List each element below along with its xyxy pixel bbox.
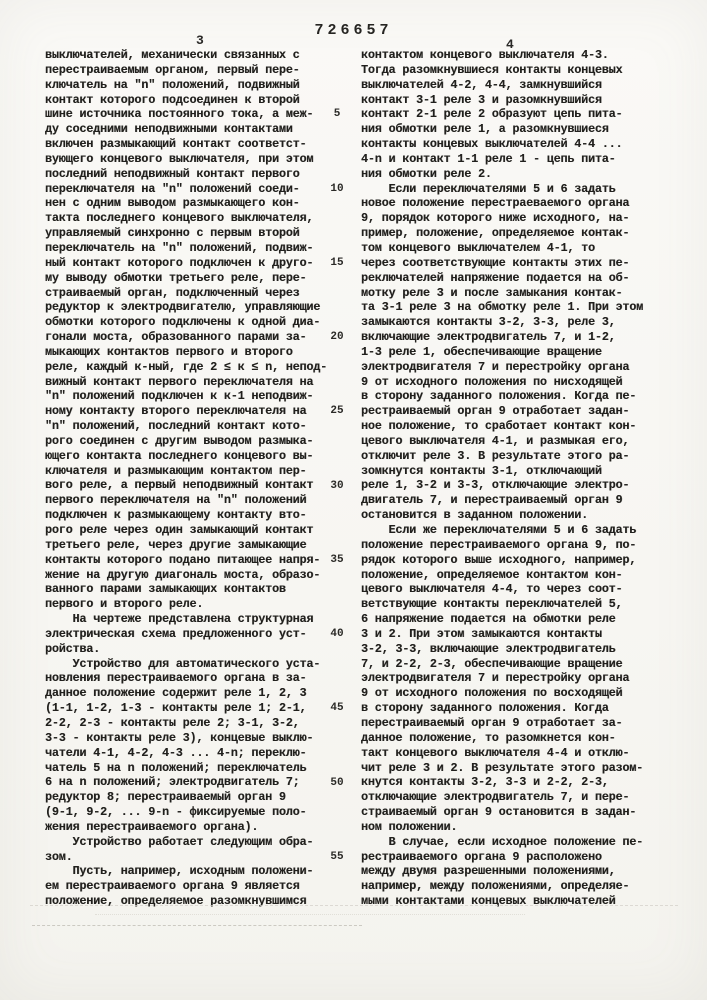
text-line: двигатель 7, и перестраиваемый орган 9 bbox=[361, 493, 623, 508]
text-line: положение, определяемое разомкнувшимся bbox=[45, 894, 307, 909]
text-line: остановится в заданном положении. bbox=[361, 508, 589, 523]
text-line: 9, порядок которого ниже исходного, на- bbox=[361, 211, 630, 226]
text-line: контакт 2-1 реле 2 образуют цепь пита- bbox=[361, 107, 623, 122]
text-line: страиваемый орган, подключенный через bbox=[45, 285, 300, 300]
text-line: мыми контактами концевых выключателей bbox=[361, 894, 616, 909]
text-line: та 3-1 реле 3 на обмотку реле 1. При этом bbox=[361, 300, 644, 315]
line-number: 30 bbox=[330, 479, 344, 492]
text-line: данное положение содержит реле 1, 2, 3 bbox=[45, 686, 307, 701]
text-line: 3 и 2. При этом замыкаются контакты bbox=[361, 626, 602, 641]
page-number-left: 3 bbox=[196, 33, 204, 48]
line-number: 55 bbox=[330, 850, 344, 863]
line-number: 15 bbox=[330, 256, 344, 269]
text-line: такта последнего концевого выключателя, bbox=[45, 211, 314, 226]
text-line: контакт которого подсоединен к второй bbox=[45, 92, 300, 107]
text-line: отключающие электродвигатель 7, и пере- bbox=[361, 790, 630, 805]
text-line: переключатель на "n" положений, подвиж- bbox=[45, 240, 314, 255]
text-line: вижный контакт первого переключателя на bbox=[45, 374, 314, 389]
text-line: отключит реле 3. В результате этого ра- bbox=[361, 448, 630, 463]
text-line: 1-3 реле 1, обеспечивающие вращение bbox=[361, 344, 602, 359]
text-line: пример, положение, определяемое контак- bbox=[361, 226, 630, 241]
text-line: данное положение, то разомкнется кон- bbox=[361, 730, 616, 745]
text-line: ройства. bbox=[45, 641, 101, 656]
text-line: замыкаются контакты 3-2, 3-3, реле 3, bbox=[361, 315, 616, 330]
text-line: положение, определяемое контактом кон- bbox=[361, 567, 623, 582]
text-line: ветствующие контакты переключателей 5, bbox=[361, 597, 623, 612]
line-number: 10 bbox=[330, 182, 344, 195]
text-line: жение на другую диагональ моста, образо- bbox=[45, 567, 321, 582]
text-line: третьего реле, через другие замыкающие bbox=[45, 537, 307, 552]
text-line: 6 напряжение подается на обмотки реле bbox=[361, 612, 616, 627]
text-line: ванного парами замыкающих контактов bbox=[45, 582, 286, 597]
text-line: зомкнутся контакты 3-1, отключающий bbox=[361, 463, 602, 478]
text-line: ющего контакта последнего концевого вы- bbox=[45, 448, 314, 463]
text-line: первого переключателя на "n" положений bbox=[45, 493, 307, 508]
text-column-right bbox=[361, 48, 661, 909]
text-line: новое положение перестраеваемого органа bbox=[361, 196, 630, 211]
line-number: 25 bbox=[330, 405, 344, 418]
text-line: управляемый синхронно с первым второй bbox=[45, 226, 300, 241]
text-line: редуктор 8; перестраиваемый орган 9 bbox=[45, 790, 286, 805]
text-line: "n" положений, последний контакт кото- bbox=[45, 419, 307, 434]
text-line: обмотки которого подключены к одной диа- bbox=[45, 315, 321, 330]
scan-artifact-line bbox=[30, 905, 678, 906]
text-line: 9 от исходного положения по нисходящей bbox=[361, 374, 623, 389]
text-line: Тогда разомкнувшиеся контакты концевых bbox=[361, 62, 623, 77]
text-line: 2-2, 2-3 - контакты реле 2; 3-1, 3-2, bbox=[45, 715, 300, 730]
text-line: контакты концевых выключателей 4-4 ... bbox=[361, 137, 623, 152]
text-line: Если переключателями 5 и 6 задать bbox=[361, 181, 616, 196]
text-line: подключен к размыкающему контакту вто- bbox=[45, 508, 307, 523]
text-line: На чертеже представлена структурная bbox=[45, 612, 314, 627]
text-line: 4-n и контакт 1-1 реле 1 - цепь пита- bbox=[361, 151, 616, 166]
text-line: чатели 4-1, 4-2, 4-3 ... 4-n; переклю- bbox=[45, 745, 307, 760]
text-line: ния обмотки реле 1, а разомкнувшиеся bbox=[361, 122, 609, 137]
text-line: рестраиваемого органа 9 расположено bbox=[361, 849, 602, 864]
text-line: электрическая схема предложенного уст- bbox=[45, 626, 307, 641]
text-line: первого и второго реле. bbox=[45, 597, 204, 612]
text-line: чит реле 3 и 2. В результате этого разом- bbox=[361, 760, 644, 775]
text-line: включающие электродвигатель 7, и 1-2, bbox=[361, 330, 616, 345]
text-line: мотку реле 3 и после замыкания контак- bbox=[361, 285, 623, 300]
text-line: ем перестраиваемого органа 9 является bbox=[45, 879, 300, 894]
text-line: том концевого выключателем 4-1, то bbox=[361, 240, 595, 255]
text-line: Если же переключателями 5 и 6 задать bbox=[361, 523, 637, 537]
text-line: рого соединен с другим выводом размыка- bbox=[45, 433, 314, 448]
text-line: чатель 5 на n положений; переключатель bbox=[45, 760, 307, 775]
text-line: ду соседними неподвижными контактами bbox=[45, 122, 293, 137]
text-line: в сторону заданного положения. Когда пе- bbox=[361, 389, 637, 404]
text-line: му выводу обмотки третьего реле, пере- bbox=[45, 270, 307, 285]
line-number-gutter bbox=[326, 48, 348, 928]
text-line: контакт 3-1 реле 3 и разомкнувшийся bbox=[361, 92, 602, 107]
text-line: через соответствующие контакты этих пе- bbox=[361, 255, 630, 270]
text-line: (9-1, 9-2, ... 9-n - фиксируемые поло- bbox=[45, 805, 307, 820]
text-line: перестраиваемым органом, первый пере- bbox=[45, 62, 300, 77]
text-line: кнутся контакты 3-2, 3-3 и 2-2, 2-3, bbox=[361, 775, 609, 790]
text-line: В случае, если исходное положение пе- bbox=[361, 834, 644, 849]
text-line: ния обмотки реле 2. bbox=[361, 166, 492, 181]
text-line: страиваемый орган 9 остановится в задан- bbox=[361, 805, 637, 820]
line-number: 40 bbox=[330, 628, 344, 641]
line-number: 45 bbox=[330, 702, 344, 715]
text-line: последний неподвижный контакт первого bbox=[45, 166, 300, 181]
text-line: реле, каждый к-ный, где 2 ≤ к ≤ n, непод- bbox=[45, 359, 328, 374]
scan-artifact-line bbox=[32, 925, 362, 926]
text-line: такт концевого выключателя 4-4 и отклю- bbox=[361, 745, 630, 760]
page-number-right: 4 bbox=[506, 37, 514, 52]
text-line: Устройство для автоматического уста- bbox=[45, 656, 321, 671]
text-line: выключателей, механически связанных с bbox=[45, 48, 300, 62]
text-line: жения перестраиваемого органа). bbox=[45, 819, 259, 834]
text-line: новления перестраиваемого органа в за- bbox=[45, 671, 307, 686]
text-line: вующего концевого выключателя, при этом bbox=[45, 151, 314, 166]
line-number: 5 bbox=[333, 108, 341, 121]
text-line: включен размыкающий контакт соответст- bbox=[45, 137, 307, 152]
text-line: зом. bbox=[45, 849, 73, 864]
text-line: нен с одним выводом размыкающего кон- bbox=[45, 196, 300, 211]
text-line: цевого выключателя 4-4, то через соот- bbox=[361, 582, 623, 597]
text-line: шине источника постоянного тока, а меж- bbox=[45, 107, 314, 122]
text-line: рестраиваемый орган 9 отработает задан- bbox=[361, 404, 630, 419]
text-line: 9 от исходного положения по восходящей bbox=[361, 686, 623, 701]
text-line: реключателей напряжение подается на об- bbox=[361, 270, 630, 285]
text-line: ному контакту второго переключателя на bbox=[45, 404, 307, 419]
text-line: 7, и 2-2, 2-3, обеспечивающие вращение bbox=[361, 656, 623, 671]
text-line: электродвигателя 7 и перестройку органа bbox=[361, 671, 630, 686]
text-line: ключателя и размыкающим контактом пер- bbox=[45, 463, 307, 478]
text-line: в сторону заданного положения. Когда bbox=[361, 701, 609, 716]
text-line: "n" положений подключен к к-1 неподвиж- bbox=[45, 389, 314, 404]
scan-artifact-line bbox=[95, 914, 525, 915]
text-line: рого реле через один замыкающий контакт bbox=[45, 523, 314, 537]
text-line: мыкающих контактов первого и второго bbox=[45, 344, 293, 359]
text-line: выключателей 4-2, 4-4, замкнувшийся bbox=[361, 77, 602, 92]
text-line: цевого выключателя 4-1, и размыкая его, bbox=[361, 433, 630, 448]
text-line: например, между положениями, определяе- bbox=[361, 879, 630, 894]
line-number: 50 bbox=[330, 776, 344, 789]
text-line: перестраиваемый орган 9 отработает за- bbox=[361, 715, 623, 730]
text-line: ном положении. bbox=[361, 819, 458, 834]
text-line: контактом концевого выключателя 4-3. bbox=[361, 48, 609, 62]
text-line: редуктор к электродвигателю, управляющие bbox=[45, 300, 321, 315]
text-line: между двумя разрешенными положениями, bbox=[361, 864, 616, 879]
text-line: гонали моста, образованного парами за- bbox=[45, 330, 307, 345]
text-line: ключатель на "n" положений, подвижный bbox=[45, 77, 300, 92]
text-line: Устройство работает следующим обра- bbox=[45, 834, 314, 849]
text-column-left bbox=[45, 48, 345, 909]
line-number: 20 bbox=[330, 331, 344, 344]
text-line: 3-2, 3-3, включающие электродвигатель bbox=[361, 641, 616, 656]
text-line: ный контакт которого подключен к друго- bbox=[45, 255, 314, 270]
text-line: электродвигателя 7 и перестройку органа bbox=[361, 359, 630, 374]
text-line: переключателя на "n" положений соеди- bbox=[45, 181, 300, 196]
text-line: положение перестраиваемого органа 9, по- bbox=[361, 537, 637, 552]
patent-number-heading: 726657 bbox=[314, 22, 393, 39]
text-line: Пусть, например, исходным положени- bbox=[45, 864, 314, 879]
line-number: 35 bbox=[330, 553, 344, 566]
text-line: рядок которого выше исходного, например, bbox=[361, 552, 637, 567]
text-line: контакты которого подано питающее напря- bbox=[45, 552, 321, 567]
text-line: реле 1, 3-2 и 3-3, отключающие электро- bbox=[361, 478, 630, 493]
text-line: вого реле, а первый неподвижный контакт bbox=[45, 478, 314, 493]
text-line: 6 на n положений; электродвигатель 7; bbox=[45, 775, 300, 790]
text-line: (1-1, 1-2, 1-3 - контакты реле 1; 2-1, bbox=[45, 701, 307, 716]
text-line: 3-3 - контакты реле 3), концевые выклю- bbox=[45, 730, 314, 745]
text-line: ное положение, то сработает контакт кон- bbox=[361, 419, 637, 434]
